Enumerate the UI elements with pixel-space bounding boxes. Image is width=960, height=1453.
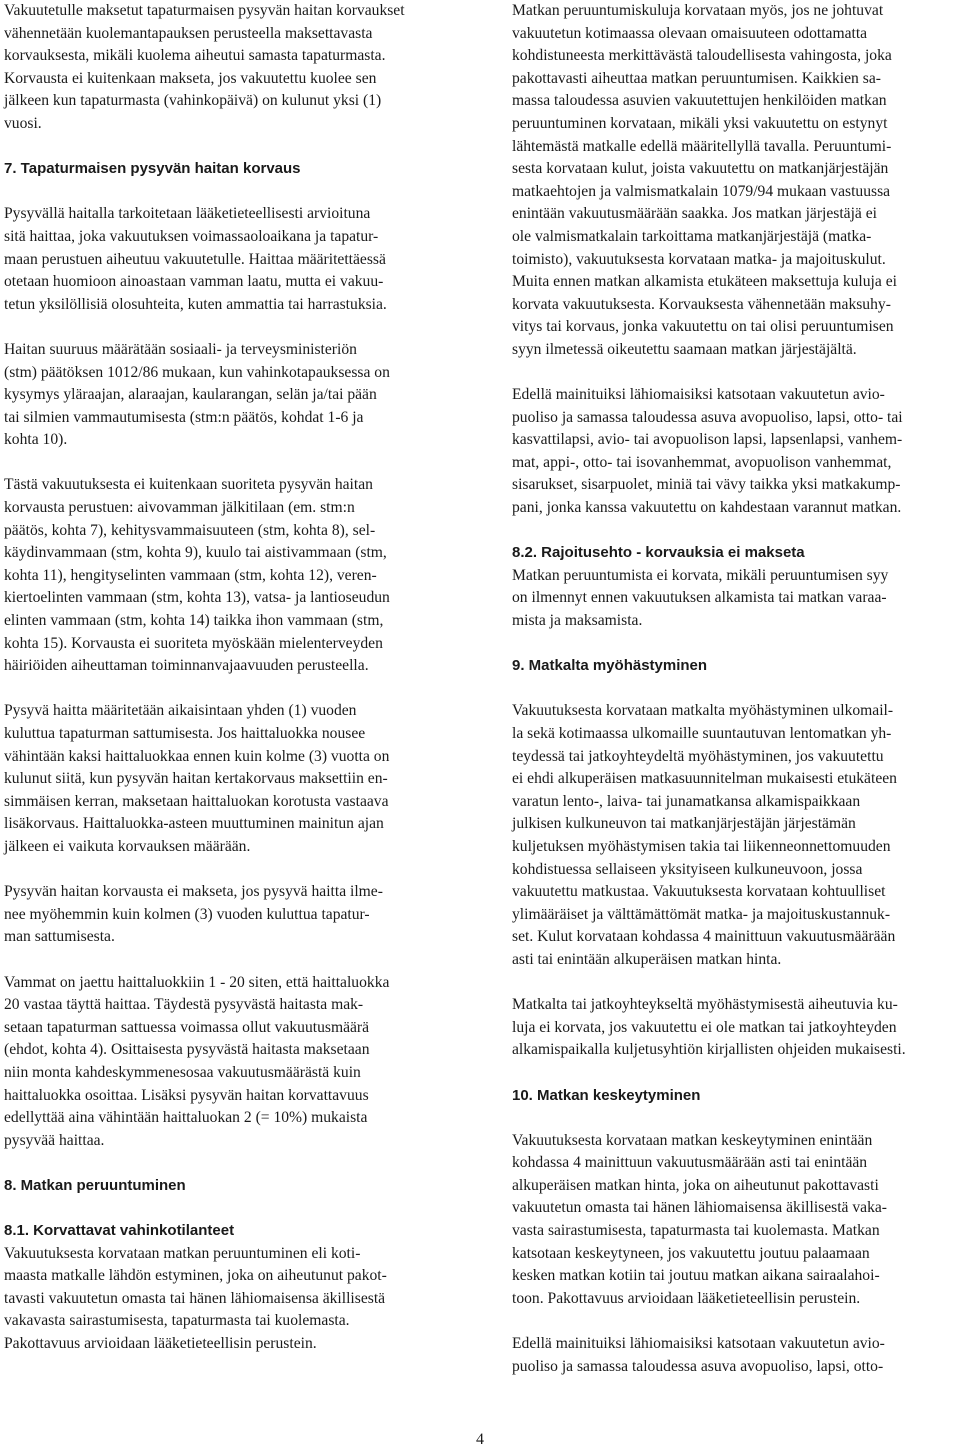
paragraph-gap [4,1152,450,1175]
section-heading: 10. Matkan keskeytyminen [512,1086,701,1104]
paragraph-gap [4,181,450,204]
text-line: sisarukset, sisarpuolet, miniä tai vävy taikka yksi matkakump- [512,476,901,494]
text-line: kuluttua tapaturman sattumisesta. Jos haittaluokka nousee [4,725,366,742]
text-line: Matkalta tai jatkoyhteykseltä myöhästymisestä aiheutuvia ku- [512,996,898,1014]
text-line: ole valmismatkalain tarkoittama matkanjärjestäjä (matka- [512,227,872,245]
text-line: Korvausta ei kuitenkaan makseta, jos vakuutettu kuolee sen [4,69,377,87]
text-line: pani, jonka kanssa vakuutettu on kahdestaan varannut matkan. [512,499,902,517]
text-line: korvauksesta, mikäli kuolema aiheutui samasta tapaturmasta. [4,47,386,65]
text-line: jälkeen ei vaikuta korvauksen määrään. [4,837,251,855]
text-line: mista ja maksamista. [512,612,643,630]
text-line: simmäisen kerran, maksetaan haittaluokan korotusta vastaava [4,792,389,810]
text-line: Tästä vakuutuksesta ei kuitenkaan suoriteta pysyvän haitan [4,476,373,494]
text-line: Haitan suuruus määrätään sosiaali- ja terveysministeriön [4,340,357,358]
text-line: kohdistuessa sellaiseen yksityiseen kulkuneuvoon, jossa [512,860,863,878]
text-line: on ilmennyt ennen vakuutuksen alkamista tai matkan varaa- [512,589,887,607]
text-line: tetun yksilöllisiä olosuhteita, kuten ammattia tai harrastuksia. [4,295,387,313]
text-line: kohta 10). [4,431,68,449]
text-line: Pakottavuus arvioidaan lääketieteellisin perustein. [4,1335,317,1353]
text-line: kesken matkan kotiin tai joutuu matkan aikana sairaalahoi- [512,1267,880,1285]
text-line: teydessä tai jatkoyhteydeltä myöhästyminen, jos vakuutettu [512,747,884,765]
text-line: la sekä kotimaassa ulkomaille suuntautuvan lentomatkan yh- [512,725,892,742]
text-line: Vakuutuksesta korvataan matkan keskeytyminen enintään [512,1131,873,1149]
text-line: korvata vakuutuksesta. Korvauksesta vähennetään maksuhy- [512,295,891,313]
text-line: Edellä mainituiksi lähiomaisiksi katsotaan vakuutetun avio- [512,1335,885,1353]
text-line: pysyvää haittaa. [4,1131,105,1149]
text-line: vuosi. [4,114,42,132]
text-line: luja ei korvata, jos vakuutettu ei ole matkan tai jatkoyhteyden [512,1018,897,1036]
text-line: set. Kulut korvataan kohdassa 4 mainittuun vakuutusmäärään [512,928,896,946]
text-line: päätös, kohta 7), kehitysvammaisuuteen (stm, kohta 8), sel- [4,521,376,539]
paragraph-gap [4,859,450,882]
text-line: haittaluokka osoittaa. Lisäksi pysyvän haitan korvattavuus [4,1086,369,1104]
text-line: man sattumisesta. [4,928,115,946]
text-line: ylimääräiset ja välttämättömät matka- ja majoituskustannuk- [512,905,891,923]
text-line: Vakuutuksesta korvataan matkan peruuntuminen eli koti- [4,1244,361,1262]
text-line: Matkan peruuntumista ei korvata, mikäli peruuntumisen syy [512,566,889,584]
text-line: nee myöhemmin kuin kolmen (3) vuoden kuluttua tapatur- [4,905,370,923]
text-line: vähintään kaksi haittaluokkaa ennen kuin kolme (3) vuotta on [4,747,390,765]
paragraph-gap [512,1107,958,1130]
paragraph-gap [4,136,450,159]
text-line: vakuutetun kotimaassa olevaan omaisuuteen odottamatta [512,24,868,42]
text-line: sitä haittaa, joka vakuutuksen voimassaoloaikana ja tapatur- [4,227,379,245]
right-column [512,0,958,1378]
text-line: Pysyvällä haitalla tarkoitetaan lääketieteellisesti arvioituna [4,205,371,223]
section-heading: 8.2. Rajoitusehto - korvauksia ei makseta [512,544,805,562]
section-heading: 9. Matkalta myöhästyminen [512,657,708,675]
text-line: kysymys yläraajan, alaraajan, kaularangan, selän ja/tai pään [4,386,377,404]
text-line: varatun lento-, laiva- tai junamatkansa alkamispaikkaan [512,792,861,810]
text-line: kohta 15). Korvausta ei suoriteta myöskään mielenterveyden [4,634,383,652]
text-line: maan perustuen aiheutuu vakuutetulle. Haittaa määritettäessä [4,250,386,268]
text-line: lisäkorvaus. Haittaluokka-asteen muuttuminen mainitun ajan [4,815,384,833]
text-line: Vakuutuksesta korvataan matkalta myöhästyminen ulkomail- [512,702,894,720]
text-line: (ehdot, kohta 4). Osittaisesta pysyvästä haitasta maksetaan [4,1041,370,1059]
text-line: kohta 11), hengityselinten vammaan (stm, kohta 12), veren- [4,566,377,584]
text-line: Edellä mainituiksi lähiomaisiksi katsotaan vakuutetun avio- [512,386,885,404]
paragraph-gap [4,949,450,972]
text-line: matkaehtojen ja valmismatkalain 1079/94 mukaan vastuussa [512,182,891,200]
text-line: tavasti vakuutetun omasta tai hänen lähiomaisensa äkillisestä [4,1289,386,1307]
text-line: katsotaan keskeytyneen, jos vakuutettu joutuu palaamaan [512,1244,870,1262]
paragraph-gap [512,972,958,995]
section-heading: 7. Tapaturmaisen pysyvän haitan korvaus [4,160,301,178]
text-line: peruuntuminen korvataan, mikäli yksi vakuutettu on estynyt [512,114,888,132]
text-line: käydinvammaan (stm, kohta 9), kuulo tai aistivammaan (stm, [4,544,387,562]
text-line: mat, appi-, otto- tai isovanhemmat, avopuolison vanhemmat, [512,453,892,471]
text-line: vasta sairastumisesta, tapaturmasta tai kuolemasta. Matkan [512,1222,880,1240]
text-line: kuljetuksen myöhästymisen takia tai liikenneonnettomuuden [512,837,891,855]
page-number: 4 [476,1431,484,1448]
paragraph-gap [512,520,958,543]
text-line: niin monta kahdeskymmenesosaa vakuutusmäärästä kuin [4,1063,361,1081]
text-line: jälkeen kun tapaturmasta (vahinkopäivä) on kulunut yksi (1) [4,92,382,110]
text-line: enintään vakuutusmäärään saakka. Jos matkan järjestäjä ei [512,205,878,223]
text-line: edellyttää aina vähintään haittaluokan 2 (= 10%) mukaista [4,1109,368,1127]
text-line: pakottavasti aiheuttaa matkan peruuntumisen. Kaikkien sa- [512,69,881,87]
text-line: toon. Pakottavuus arvioidaan lääketieteellisin perustein. [512,1289,861,1307]
text-line: massa taloudessa asuvien vakuutettujen henkilöiden matkan [512,92,887,110]
text-line: vakuutettu matkustaa. Vakuutuksesta korvataan kohtuulliset [512,883,886,901]
text-line: vakuutetun omasta tai hänen lähiomaisensa äkillisestä vaka- [512,1199,887,1217]
text-line: 20 vastaa täyttä haittaa. Täydestä pysyvästä haitasta mak- [4,996,364,1014]
text-line: Matkan peruuntumiskuluja korvataan myös, jos ne johtuvat [512,2,884,19]
text-line: kasvattilapsi, avio- tai avopuolison lapsi, lapsenlapsi, vanhem- [512,431,903,449]
paragraph-gap [512,1062,958,1085]
left-column [4,0,450,1356]
text-line: vähennetään kuolemantapauksen perusteella maksettavasta [4,24,373,42]
text-line: sesta korvataan kulut, joista vakuutettu on matkanjärjestäjän [512,160,889,178]
paragraph-gap [4,452,450,475]
text-line: alkuperäisen matkan hinta, joka on aiheutunut pakottavasti [512,1176,879,1194]
text-line: häiriöiden aiheuttaman toiminnanvajaavuuden perusteella. [4,657,369,675]
text-line: setaan tapaturman sattuessa voimassa ollut vakuutusmäärä [4,1018,370,1036]
text-line: otetaan huomioon ainoastaan vamman laatu, mutta ei vakuu- [4,273,384,291]
section-heading: 8.1. Korvattavat vahinkotilanteet [4,1222,235,1240]
text-line: vakavasta sairastumisesta, tapaturmasta tai kuolemasta. [4,1312,350,1330]
text-line: ei ehdi alkuperäisen matkasuunnitelman mukaisesti etukäteen [512,770,897,788]
text-line: syyn ilmetessä oikeutettu saamaan matkan järjestäjältä. [512,340,857,358]
paragraph-gap [512,633,958,656]
text-line: Pysyvä haitta määritetään aikaisintaan yhden (1) vuoden [4,702,357,720]
text-line: (stm) päätöksen 1012/86 mukaan, kun vahinkotapauksessa on [4,363,390,381]
text-line: kohdistuneesta merkittävästä taloudellisesta vahingosta, joka [512,47,892,65]
paragraph-gap [512,362,958,385]
text-line: elinten vammaan (stm, kohta 14) taikka ihon vammaan (stm, [4,612,384,630]
text-line: kiertoelinten vammaan (stm, kohta 13), vatsa- ja lantioseudun [4,589,390,607]
paragraph-gap [4,316,450,339]
text-line: julkisen kulkuneuvon tai matkanjärjestäjän järjestämän [512,815,856,833]
text-line: puoliso ja samassa taloudessa asuva avopuoliso, lapsi, otto- tai [512,408,903,426]
text-line: tai silmien vammautumisesta (stm:n päätös, kohdat 1-6 ja [4,408,364,426]
text-line: Pysyvän haitan korvausta ei makseta, jos pysyvä haitta ilme- [4,883,383,901]
text-line: korvausta perustuen: aivovamman jälkitilaan (em. stm:n [4,499,355,517]
text-line: puoliso ja samassa taloudessa asuva avopuoliso, lapsi, otto- [512,1357,884,1375]
text-line: kulunut siitä, kun pysyvän haitan kertakorvaus maksettiin en- [4,770,388,788]
section-heading: 8. Matkan peruuntuminen [4,1176,186,1194]
paragraph-gap [512,678,958,701]
text-line: Vammat on jaettu haittaluokkiin 1 - 20 siten, että haittaluokka [4,973,390,991]
text-line: Vakuutetulle maksetut tapaturmaisen pysyvän haitan korvaukset [4,2,405,19]
text-line: maasta matkalle lähdön estyminen, joka on aiheutunut pakot- [4,1267,387,1285]
text-line: lähtemästä matkalle edellä määritellyllä tavalla. Peruuntumi- [512,137,892,155]
paragraph-gap [512,1310,958,1333]
text-line: asti tai enintään alkuperäisen matkan hinta. [512,950,782,968]
text-line: vitys tai korvaus, jonka vakuutettu on tai olisi peruuntumisen [512,318,894,336]
paragraph-gap [4,1197,450,1220]
text-line: kohdassa 4 mainittuun vakuutusmäärään asti tai enintään [512,1154,868,1172]
paragraph-gap [4,678,450,701]
text-line: Muita ennen matkan alkamista etukäteen maksettuja kuluja ei [512,273,897,291]
text-line: alkamispaikalla kuljetusyhtiön kirjallisten ohjeiden mukaisesti. [512,1041,906,1059]
text-line: toimisto), vakuutuksesta korvataan matka- ja majoituskulut. [512,250,886,268]
